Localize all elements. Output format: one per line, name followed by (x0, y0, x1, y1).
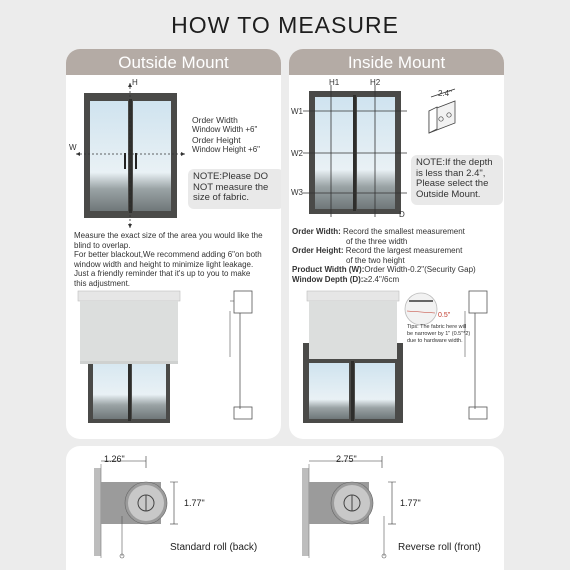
page-title: HOW TO MEASURE (171, 12, 399, 38)
outside-mount-panel (66, 49, 281, 439)
standard-height-dim: 1.77" (184, 498, 205, 508)
gap-dim: 0.5" (438, 312, 451, 319)
spec-label: Product Width (W): (292, 265, 365, 274)
desc-line: For better blackout,We recommend adding 6"on both (74, 250, 262, 259)
outside-mount-heading: Outside Mount (66, 49, 281, 75)
spec-value: Record the smallest measurement (343, 227, 465, 236)
reverse-height-dim: 1.77" (400, 498, 421, 508)
reverse-width-dim: 2.75" (336, 454, 357, 464)
desc-line: this adjustment. (74, 278, 131, 288)
outside-note-line: NOT measure the (193, 181, 269, 193)
inside-note-line: Please select the (416, 178, 489, 189)
label-d: D (399, 210, 405, 219)
desc-line: Measure the exact size of the area you would like the (74, 231, 263, 240)
inside-tips (407, 324, 470, 345)
label-w2: W2 (291, 149, 303, 158)
inside-mount-heading: Inside Mount (289, 49, 504, 75)
spec-row (292, 265, 476, 275)
label-h1: H1 (329, 78, 340, 87)
order-width-label: Order Width (192, 115, 238, 125)
spec-row (292, 227, 476, 237)
desc-line: blind to overlap. (74, 240, 131, 250)
order-height-label: Order Height (192, 135, 241, 145)
outside-note (188, 169, 281, 209)
tips-line: be narrower by 1" (0.5"*2) (407, 331, 471, 337)
desc-line: Just a friendly reminder that it's up to you to make (74, 269, 251, 278)
spec-value: of the two height (346, 255, 405, 265)
spec-value: Order Width-0.2"(Security Gap) (364, 265, 476, 274)
outside-note-line: size of fabric. (193, 192, 249, 203)
spec-value: Record the largest measurement (345, 246, 463, 255)
inside-note-line: is less than 2.4", (416, 167, 486, 179)
spec-label: Window Depth (D): (292, 274, 364, 284)
label-h2: H2 (370, 78, 381, 87)
inside-note (411, 155, 503, 205)
outside-note-line: NOTE:Please DO (193, 171, 268, 182)
inside-specs (292, 227, 476, 284)
reverse-roll-caption: Reverse roll (front) (398, 542, 481, 553)
spec-value: of the three width (346, 236, 408, 246)
desc-line: window width and height to minimize light leakage. (74, 259, 254, 269)
label-w1: W1 (291, 107, 303, 116)
tips-line: Tips: The fabric here will (407, 324, 467, 330)
inside-blind-illustration (289, 287, 504, 427)
outside-blind-illustration (66, 287, 281, 427)
label-w: W (69, 143, 77, 152)
standard-roll-caption: Standard roll (back) (170, 542, 258, 553)
order-height-value: Window Height +6" (192, 145, 260, 154)
spec-row (292, 237, 476, 247)
inside-note-line: Outside Mount. (416, 188, 481, 200)
spec-row (292, 256, 476, 266)
standard-width-dim: 1.26" (104, 454, 125, 464)
inside-mount-panel (289, 49, 504, 439)
spec-label: Order Width: (292, 227, 341, 236)
spec-row (292, 246, 476, 256)
roll-panel (66, 446, 504, 570)
spec-label: Order Height: (292, 246, 344, 255)
label-w3: W3 (291, 188, 303, 197)
outside-description (74, 231, 263, 288)
spec-row (292, 275, 476, 285)
tips-line: due to hardware width. (407, 338, 463, 344)
spec-value: ≥2.4"/6cm (363, 274, 400, 284)
depth-dim: 2.4" (438, 89, 452, 98)
inside-note-line: NOTE:If the depth (416, 157, 493, 168)
order-width-value: Window Width +6" (192, 125, 258, 134)
label-h: H (132, 78, 138, 87)
